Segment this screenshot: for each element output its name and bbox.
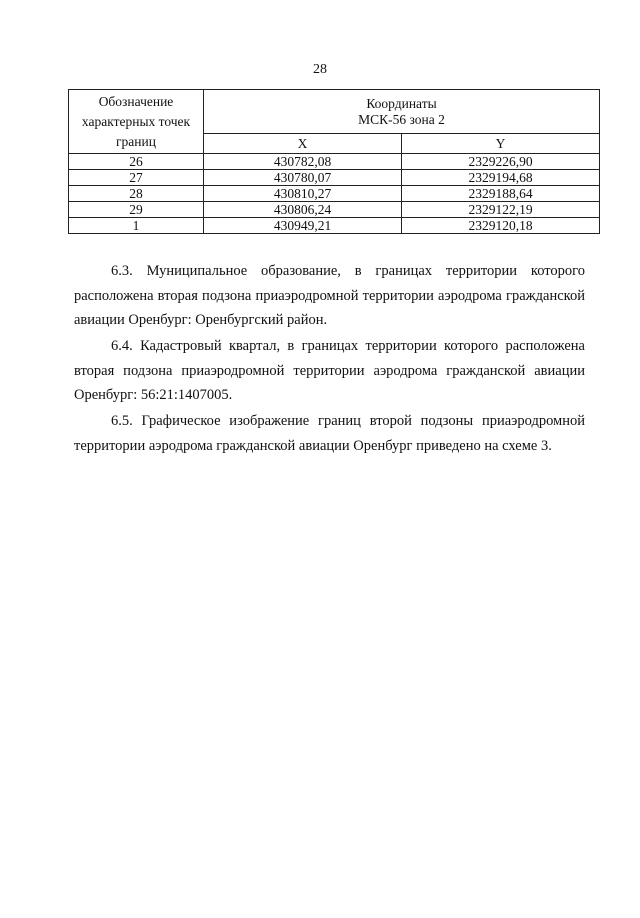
x-cell: 430780,07 (204, 170, 402, 186)
point-label-header: Обозначение характерных точек границ (69, 90, 204, 154)
y-cell: 2329122,19 (402, 202, 600, 218)
x-cell: 430806,24 (204, 202, 402, 218)
table-row (69, 154, 600, 170)
x-column-header: X (204, 133, 402, 153)
coordinates-group-header: Координаты МСК-56 зона 2 (204, 90, 600, 134)
y-cell: 2329194,68 (402, 170, 600, 186)
x-cell: 430810,27 (204, 186, 402, 202)
paragraph-6-5: 6.5. Графическое изображение границ второй подзоны приаэродромной территории аэродрома гражданской авиации Оренбург приведено на схеме 3. (74, 413, 585, 454)
x-cell: 430949,21 (204, 218, 402, 234)
x-cell: 430782,08 (204, 154, 402, 170)
y-cell: 2329120,18 (402, 218, 600, 234)
point-cell: 28 (69, 186, 204, 202)
point-cell: 26 (69, 154, 204, 170)
page-number: 28 (313, 62, 327, 77)
table-row (69, 218, 600, 234)
point-cell: 27 (69, 170, 204, 186)
point-cell: 1 (69, 218, 204, 234)
table-header-row (69, 90, 600, 134)
paragraph-6-3: 6.3. Муниципальное образование, в границах территории которого расположена вторая подзона приаэродромной территории аэродрома гражданской авиации Оренбург: Оренбургский район. (74, 263, 585, 328)
y-cell: 2329188,64 (402, 186, 600, 202)
point-cell: 29 (69, 202, 204, 218)
y-column-header: Y (402, 133, 600, 153)
table-row (69, 170, 600, 186)
paragraph-6-4: 6.4. Кадастровый квартал, в границах территории которого расположена вторая подзона приаэродромной территории аэродрома гражданской авиации Оренбург: 56:21:1407005. (74, 338, 585, 403)
y-cell: 2329226,90 (402, 154, 600, 170)
coordinates-table (68, 89, 600, 234)
table-row (69, 202, 600, 218)
table-row (69, 186, 600, 202)
